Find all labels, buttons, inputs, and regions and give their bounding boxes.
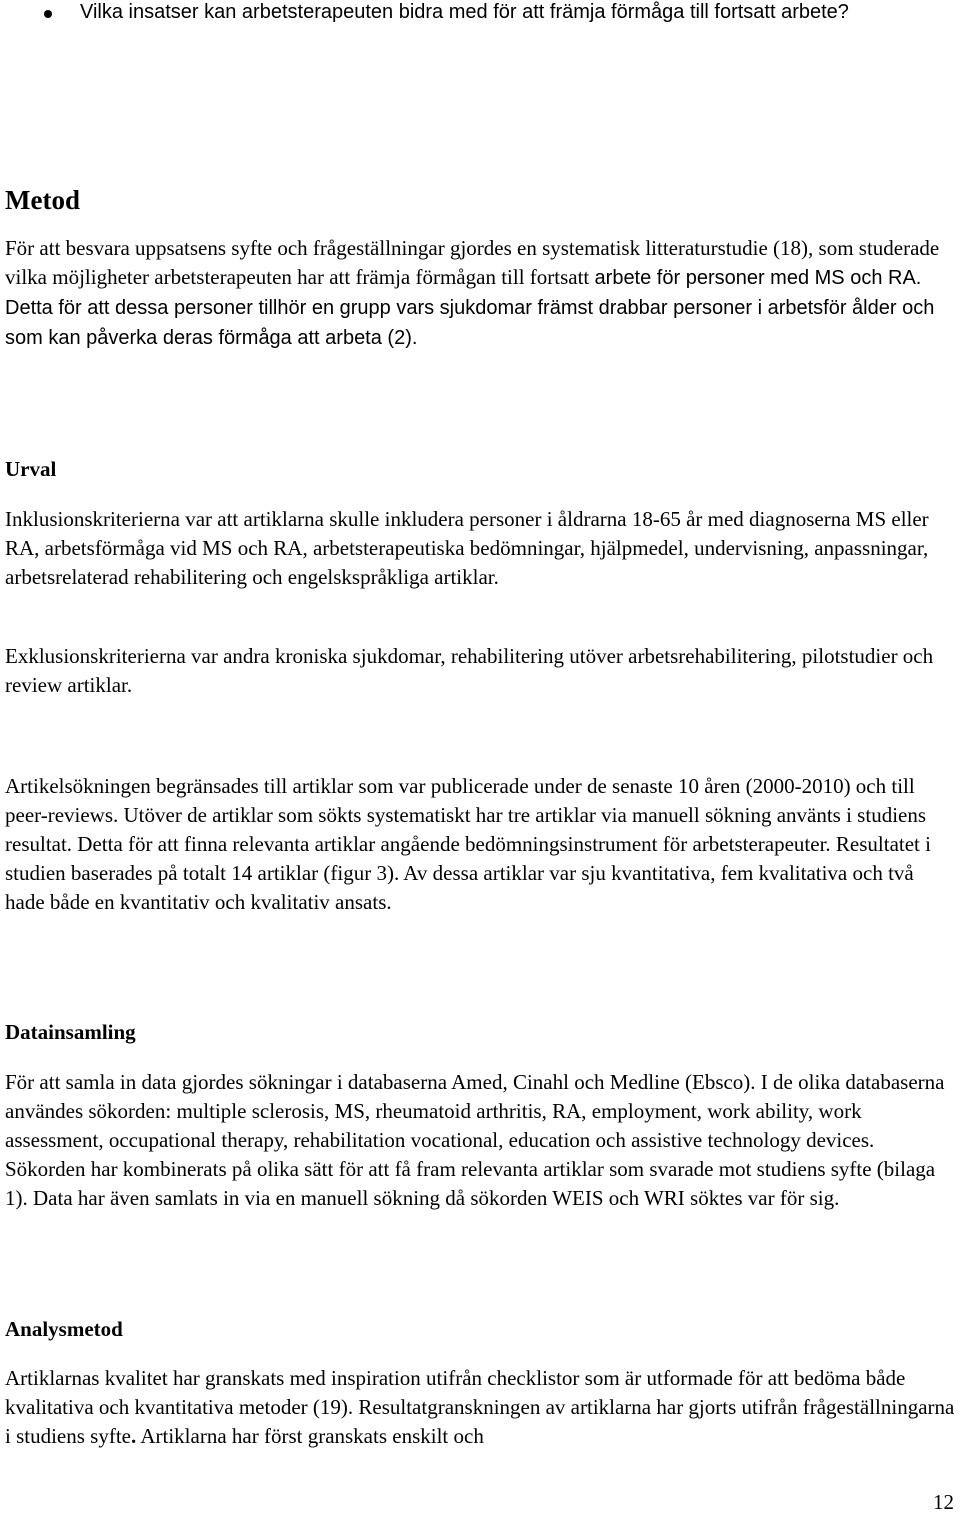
heading-analysmetod: Analysmetod [5, 1317, 123, 1341]
research-question-bullet: Vilka insatser kan arbetsterapeuten bidra med för att främja förmåga till fortsatt arbete? [80, 1, 849, 23]
analysmetod-paragraph [5, 1364, 957, 1451]
metod-paragraph [5, 234, 957, 353]
heading-urval: Urval [5, 457, 57, 481]
metod-paragraph-sans: arbete för personer med MS och RA. Detta för att dessa personer tillhör en grupp vars sjukdomar främst drabbar personer i arbetsför ålder och som kan påverka deras förmåga att arbeta (2). [5, 267, 935, 349]
heading-datainsamling: Datainsamling [5, 1020, 136, 1044]
search-limits-paragraph: Artikelsökningen begränsades till artiklar som var publicerade under de senaste 10 åren (2000-2010) och till peer-reviews. Utöver de artiklar som sökts systematiskt har tre artiklar via manuell sökning använts i studiens resultat. Detta för att finna relevanta artiklar angående bedömningsinstrument för arbetsterapeuter. Resultatet i studien baserades på totalt 14 artiklar (figur 3). Av dessa artiklar var sju kvantitativa, fem kvalitativa och två hade både en kvantitativ och kvalitativ ansats. [5, 774, 931, 914]
analysmetod-bold-period: . [131, 1424, 137, 1448]
metod-paragraph-serif: För att besvara uppsatsens syfte och frågeställningar gjordes en systematisk litteraturstudie (18), som studerade vilka möjligheter arbetsterapeuten har att främja förmågan till fortsatt [5, 236, 940, 289]
analysmetod-text-part1: Artiklarnas kvalitet har granskats med inspiration utifrån checklistor som är utformade för att bedöma både kvalitativa och kvantitativa metoder (19). Resultatgranskningen av artiklarna har gjorts utifrån frågeställningarna i studiens syfte [5, 1366, 955, 1448]
heading-metod: Metod [5, 185, 80, 215]
datainsamling-paragraph: För att samla in data gjordes sökningar i databaserna Amed, Cinahl och Medline (Ebsco). I de olika databaserna användes sökorden: multiple sclerosis, MS, rheumatoid arthritis, RA, employment, work ability, work assessment, occupational therapy, rehabilitation vocational, education och assistive technology devices. Sökorden har kombinerats på olika sätt för att få fram relevanta artiklar som svarade mot studiens syfte (bilaga 1). Data har även samlats in via en manuell sökning då sökorden WEIS och WRI söktes var för sig. [5, 1070, 945, 1210]
page-number: 12 [933, 1490, 954, 1514]
analysmetod-text-part2: Artiklarna har först granskats enskilt och [136, 1424, 484, 1448]
inclusion-criteria-paragraph: Inklusionskriterierna var att artiklarna skulle inkludera personer i åldrarna 18-65 år med diagnoserna MS eller RA, arbetsförmåga vid MS och RA, arbetsterapeutiska bedömningar, hjälpmedel, undervisning, anpassningar, arbetsrelaterad rehabilitering och engelskspråkliga artiklar. [5, 507, 929, 589]
exclusion-criteria-paragraph: Exklusionskriterierna var andra kroniska sjukdomar, rehabilitering utöver arbetsrehabilitering, pilotstudier och review artiklar. [5, 644, 934, 697]
bullet-dot-icon [44, 10, 52, 18]
